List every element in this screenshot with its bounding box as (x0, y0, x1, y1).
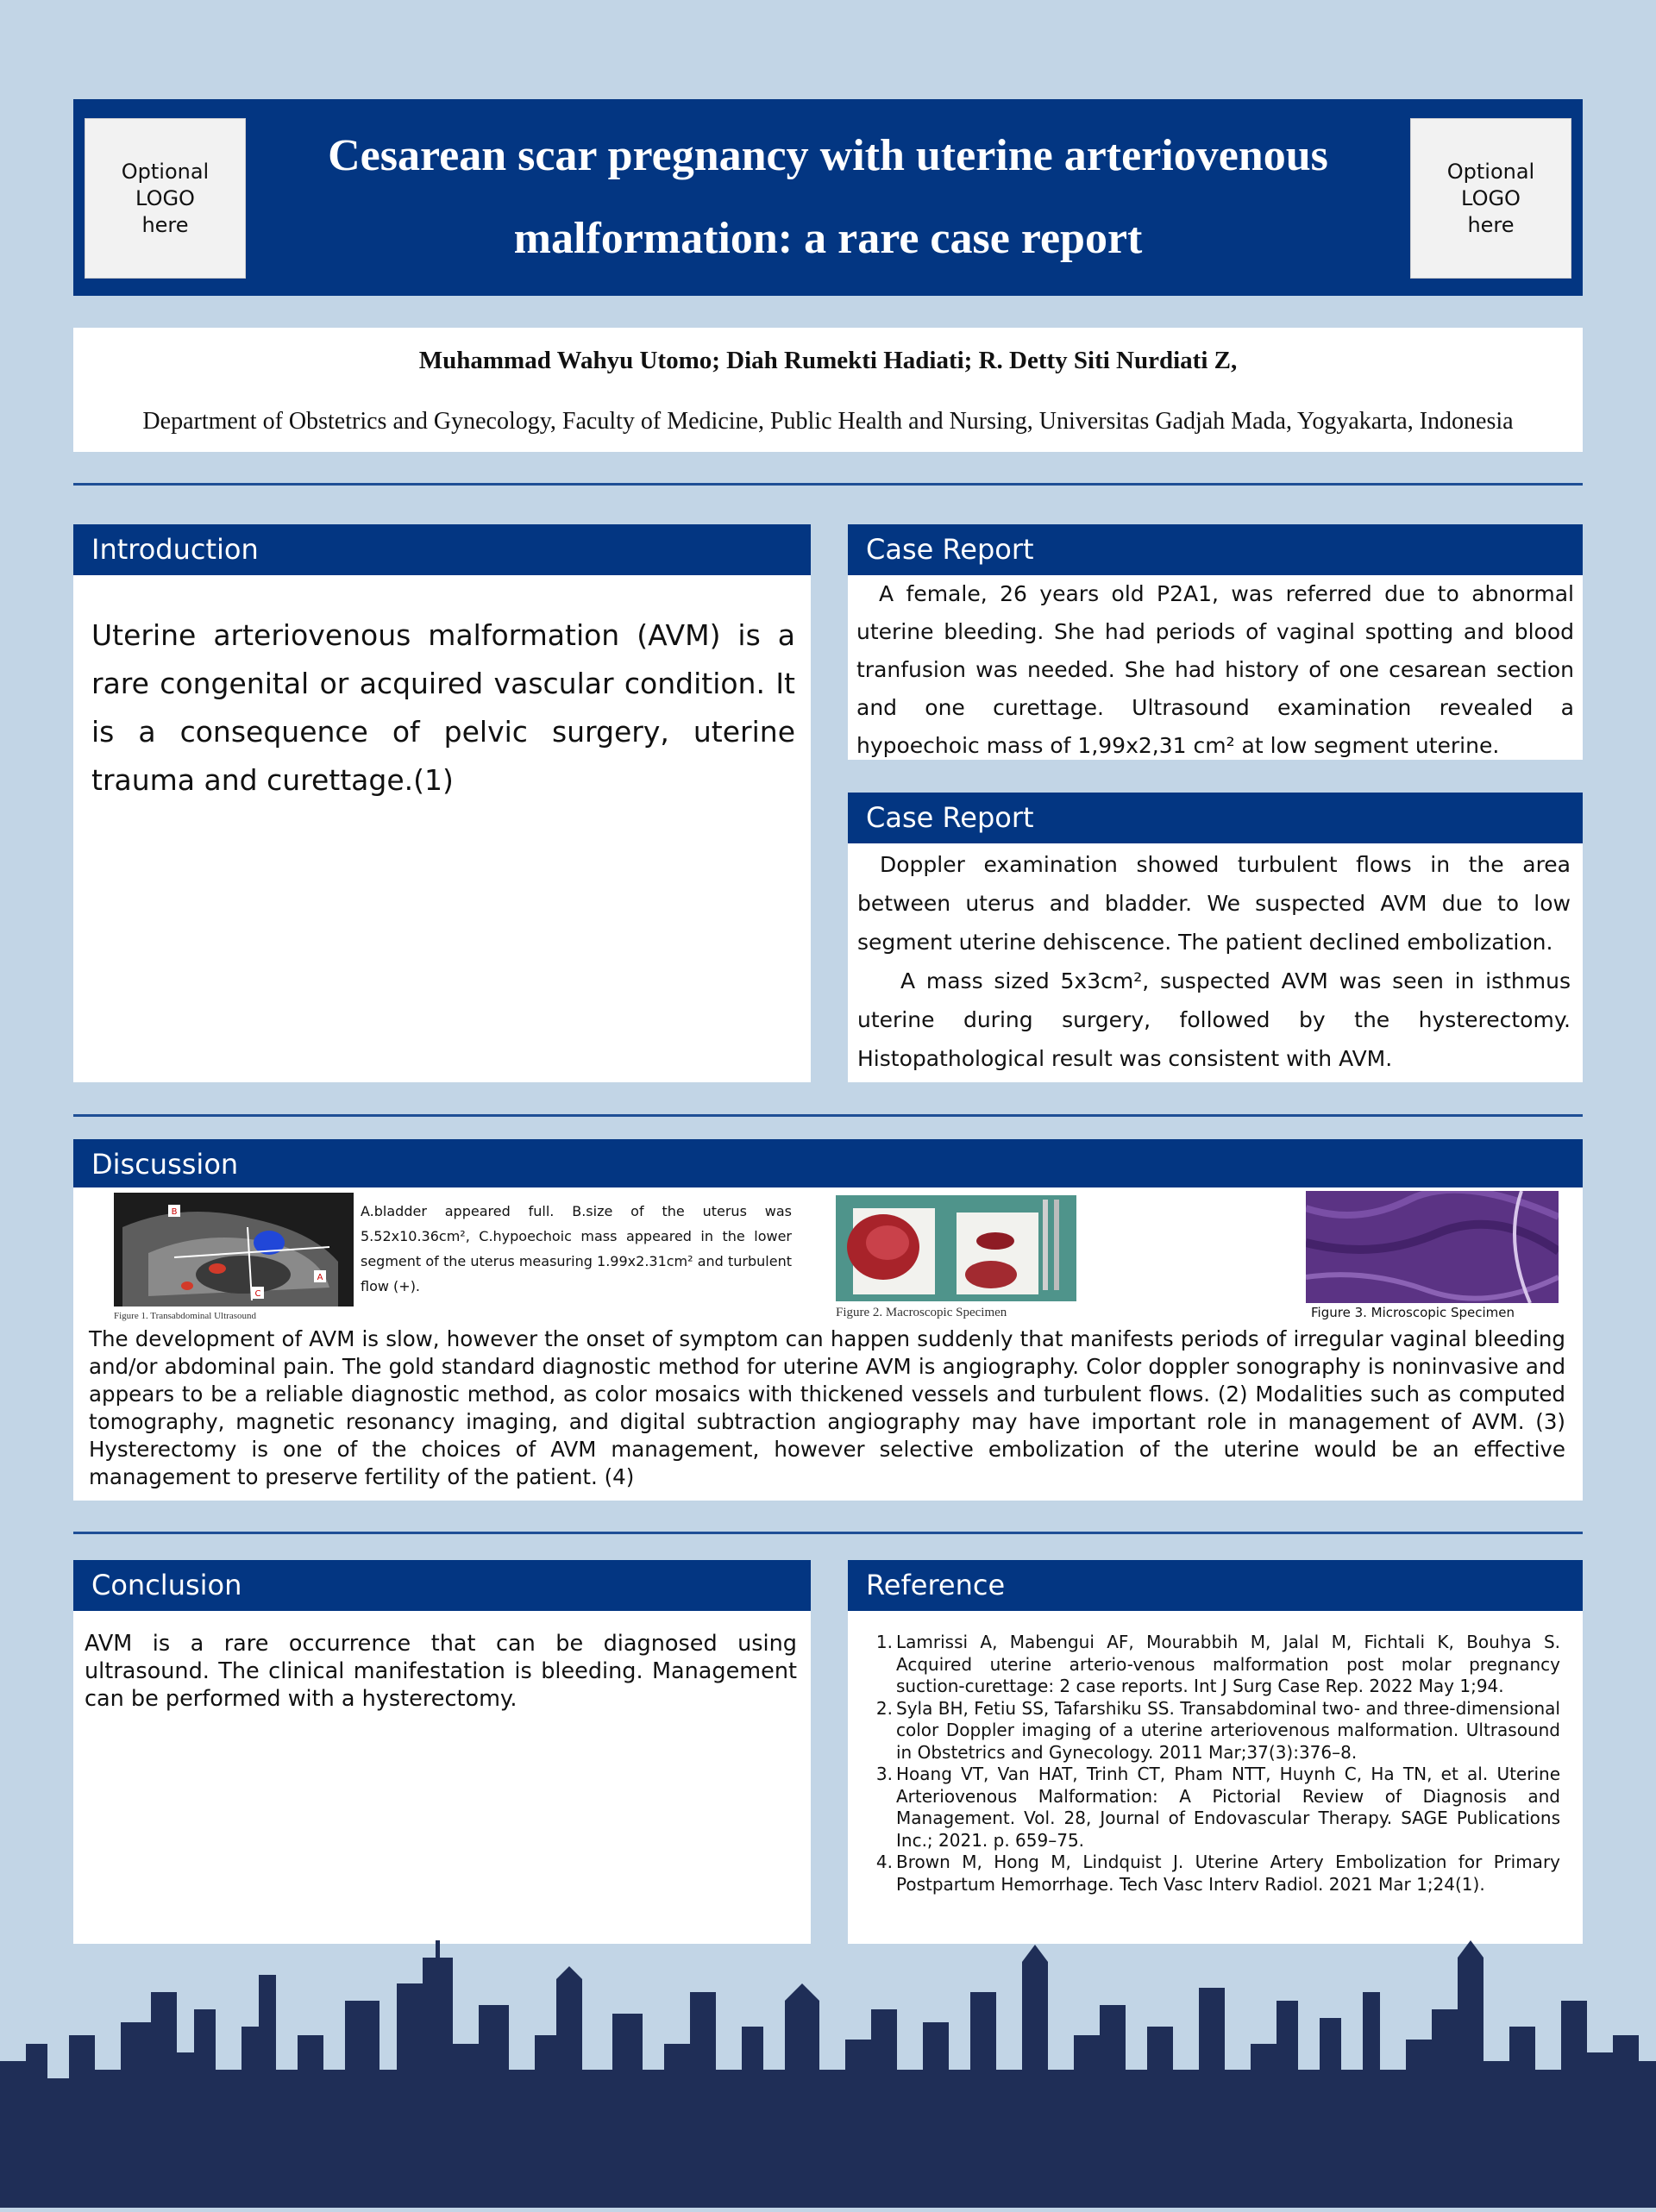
authors-panel (73, 328, 1583, 452)
case-report-heading: Case Report (848, 524, 1583, 575)
reference-item: 2. Syla BH, Fetiu SS, Tafarshiku SS. Transabdominal two- and three-dimensional color Doppler imaging of a uterine arteriovenous malformation. Ultrasound in Obstetrics and Gynecology. 2011 Mar;37(3):376–8. (875, 1697, 1560, 1763)
macroscopic-specimen-image (836, 1195, 1076, 1301)
figure-3-caption: Figure 3. Microscopic Specimen (1311, 1305, 1515, 1320)
figure-1-description: A.bladder appeared full. B.size of the uterus was 5.52x10.36cm², C.hypoechoic mass appeared in the lower segment of the uterus measuring 1.99x2.31cm² and turbulent flow (+). (361, 1203, 792, 1294)
figure-1-caption: Figure 1. Transabdominal Ultrasound (114, 1311, 256, 1321)
case-report-text: A female, 26 years old P2A1, was referred due to abnormal uterine bleeding. She had periods of vaginal spotting and blood tranfusion was needed. She had history of one cesarean section and one curettage. Ultrasound examination revealed a hypoechoic mass of 1,99x2,31 cm² at low segment uterine. (856, 581, 1574, 758)
discussion-heading: Discussion (73, 1139, 1583, 1190)
conclusion-text: AVM is a rare occurrence that can be diagnosed using ultrasound. The clinical manifestation is bleeding. Management can be performed with a hysterectomy. (85, 1631, 797, 1712)
divider (73, 1114, 1583, 1117)
reference-item: 1. Lamrissi A, Mabengui AF, Mourabbih M, Jalal M, Fichtali K, Bouhya S. Acquired uterine arterio-venous malformation post molar pregnancy suction-curettage: 2 case reports. Int J Surg Case Rep. 2022 May 1;94. (875, 1632, 1560, 1696)
conclusion-heading: Conclusion (73, 1560, 811, 1611)
affiliation: Department of Obstetrics and Gynecology, Faculty of Medicine, Public Health and Nursing, Universitas Gadjah Mada, Yogyakarta, Indonesia (142, 408, 1514, 435)
author-list: Muhammad Wahyu Utomo; Diah Rumekti Hadiati; R. Detty Siti Nurdiati Z, (418, 347, 1238, 374)
logo-placeholder-right: Optional LOGO here (1410, 118, 1571, 279)
figure-2-caption: Figure 2. Macroscopic Specimen (836, 1306, 1007, 1319)
introduction-panel (73, 575, 811, 1082)
city-skyline-decoration (0, 1940, 1656, 2208)
reference-list (863, 1632, 1560, 1896)
reference-item: 3. Hoang VT, Van HAT, Trinh CT, Pham NTT, Huynh C, Ha TN, et al. Uterine Arteriovenous Malformation: A Pictorial Review of Diagnosis and Management. Vol. 28, Journal of Endovascular Therapy. SAGE Publications Inc.; 2021. p. 659–75. (875, 1764, 1560, 1851)
introduction-heading: Introduction (73, 524, 811, 575)
microscopic-specimen-image (1306, 1191, 1559, 1303)
divider (73, 1532, 1583, 1534)
poster-title: Cesarean scar pregnancy with uterine arteriovenous malformation: a rare case report (328, 131, 1328, 263)
introduction-text: Uterine arteriovenous malformation (AVM) is a rare congenital or acquired vascular condition. It is a consequence of pelvic surgery, uterine trauma and curettage.(1) (91, 618, 795, 797)
divider (73, 483, 1583, 486)
label-c: C (254, 1289, 261, 1299)
case-report-2-paragraph-1: Doppler examination showed turbulent flows in the area between uterus and bladder. We suspected AVM due to low segment uterine dehiscence. The patient declined embolization. (857, 852, 1571, 955)
ultrasound-image (114, 1193, 354, 1307)
label-b: B (171, 1207, 178, 1217)
case-report-2-heading: Case Report (848, 793, 1583, 843)
label-a: A (317, 1273, 323, 1282)
conclusion-panel (73, 1611, 811, 1944)
reference-heading: Reference (848, 1560, 1583, 1611)
case-report-panel (848, 575, 1583, 760)
discussion-text: The development of AVM is slow, however the onset of symptom can happen suddenly that manifests periods of irregular vaginal bleeding and/or abdominal pain. The gold standard diagnostic method for uterine AVM is angiography. Color doppler sonography is noninvasive and appears to be a reliable diagnostic method, as color mosaics with thickened vessels and turbulent flows. (2) Modalities such as computed tomography, magnetic resonancy imaging, and digital subtraction angiography may have important role in management of AVM. (3) Hysterectomy is one of the choices of AVM management, however selective embolization of the uterine would be an effective management to preserve fertility of the patient. (4) (89, 1326, 1565, 1489)
case-report-2-panel (848, 843, 1583, 1082)
logo-placeholder-left: Optional LOGO here (85, 118, 246, 279)
case-report-2-paragraph-2: A mass sized 5x3cm², suspected AVM was seen in isthmus uterine during surgery, followed by the hysterectomy. Histopathological result was consistent with AVM. (857, 968, 1571, 1071)
reference-panel (848, 1611, 1583, 1944)
title-banner (73, 99, 1583, 296)
reference-item: 4. Brown M, Hong M, Lindquist J. Uterine Artery Embolization for Primary Postpartum Hemorrhage. Tech Vasc Interv Radiol. 2021 Mar 1;24(1). (875, 1852, 1560, 1895)
